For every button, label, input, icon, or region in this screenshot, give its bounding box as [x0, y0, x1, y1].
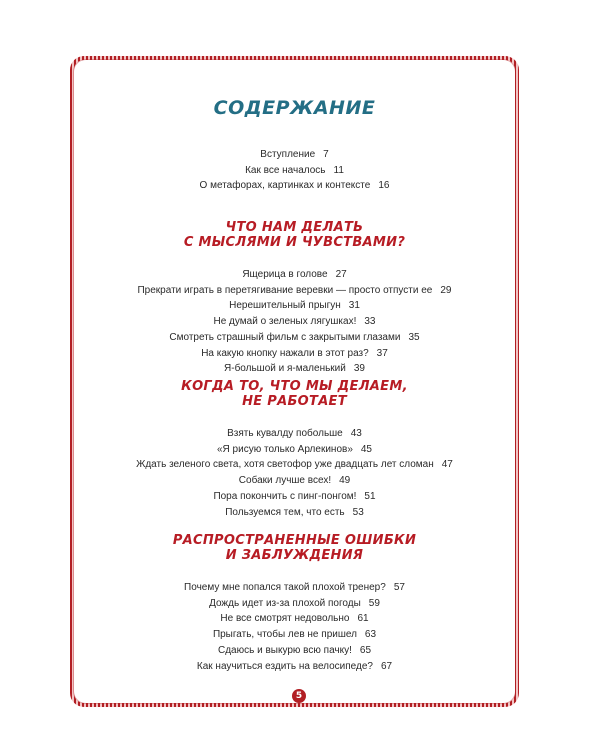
- toc-entry[interactable]: Смотреть страшный фильм с закрытыми глазами 35: [169, 331, 420, 343]
- toc-entry[interactable]: Вступление 7: [260, 149, 329, 160]
- toc-page-number: 16: [378, 180, 390, 192]
- toc-page-number: 61: [357, 613, 369, 625]
- toc-section-common-mistakes: [74, 533, 515, 674]
- toc-entry[interactable]: Не все смотрят недовольно 61: [220, 613, 369, 625]
- toc-page-number: 43: [350, 428, 362, 439]
- toc-entry[interactable]: Прекрати играть в перетягивание веревки — просто отпусти ее 29: [137, 284, 452, 296]
- toc-section-when-not-working: [74, 379, 515, 520]
- toc-page-number: 51: [364, 490, 376, 502]
- toc-entry[interactable]: Нерешительный прыгун 31: [229, 300, 360, 312]
- page-title: СОДЕРЖАНИЕ: [213, 97, 376, 119]
- page-frame: [70, 56, 519, 707]
- toc-page-number: 37: [376, 347, 388, 359]
- toc-entry[interactable]: О метафорах, картинках и контексте 16: [199, 180, 390, 192]
- toc-page-number: 35: [408, 331, 420, 343]
- toc-page-number: 45: [360, 443, 372, 455]
- toc-page-number: 33: [364, 316, 376, 328]
- toc-entry[interactable]: Не думай о зеленых лягушках! 33: [213, 316, 376, 328]
- toc-page-number: 57: [393, 582, 405, 593]
- toc-entry[interactable]: Почему мне попался такой плохой тренер? 57: [184, 582, 405, 593]
- intro-section: [74, 147, 515, 194]
- toc-entry[interactable]: Сдаюсь и выкурю всю пачку! 65: [217, 644, 372, 656]
- toc-section-thoughts-feelings: [74, 220, 515, 377]
- toc-entry[interactable]: Прыгать, чтобы лев не пришел 63: [212, 629, 377, 641]
- toc-page-number: 39: [353, 363, 365, 375]
- toc-entry[interactable]: Пользуемся тем, что есть 53: [225, 506, 364, 518]
- toc-page-number: 67: [380, 660, 393, 672]
- toc-entry[interactable]: Пора покончить с пинг-понгом! 51: [213, 490, 376, 502]
- toc-page-number: 63: [364, 629, 377, 641]
- toc-page-number: 59: [368, 597, 380, 609]
- toc-entry[interactable]: Ждать зеленого света, хотя светофор уже двадцать лет сломан 47: [136, 459, 453, 471]
- section-heading: КОГДА ТО, ЧТО МЫ ДЕЛАЕМ, НЕ РАБОТАЕТ: [181, 379, 408, 409]
- toc-page-number: 27: [335, 269, 347, 280]
- section-heading: РАСПРОСТРАНЕННЫЕ ОШИБКИ И ЗАБЛУЖДЕНИЯ: [172, 533, 417, 563]
- toc-page-number: 53: [352, 506, 364, 518]
- toc-page-number: 7: [323, 149, 329, 160]
- toc-page-number: 29: [440, 284, 452, 296]
- toc-entry[interactable]: Собаки лучше всех! 49: [238, 475, 351, 487]
- toc-entry[interactable]: Как все началось 11: [245, 164, 344, 176]
- toc-entry[interactable]: Дождь идет из-за плохой погоды 59: [209, 597, 380, 609]
- toc-page-number: 65: [359, 644, 372, 656]
- toc-page-number: 49: [339, 475, 351, 487]
- toc-page-number: 11: [333, 164, 344, 176]
- toc-entry[interactable]: Ящерица в голове 27: [242, 269, 347, 280]
- page-number-badge: 5: [292, 689, 306, 703]
- section-heading: ЧТО НАМ ДЕЛАТЬ С МЫСЛЯМИ И ЧУВСТВАМИ?: [183, 220, 406, 250]
- toc-entry[interactable]: Как научиться ездить на велосипеде? 67: [196, 660, 393, 672]
- toc-entry[interactable]: На какую кнопку нажали в этот раз? 37: [201, 347, 388, 359]
- toc-page-number: 31: [348, 300, 360, 312]
- toc-page-number: 47: [441, 459, 453, 471]
- toc-entry[interactable]: Я-большой и я-маленький 39: [224, 363, 365, 375]
- toc-entry[interactable]: «Я рисую только Арлекинов» 45: [217, 443, 372, 455]
- toc-entry[interactable]: Взять кувалду побольше 43: [227, 428, 362, 439]
